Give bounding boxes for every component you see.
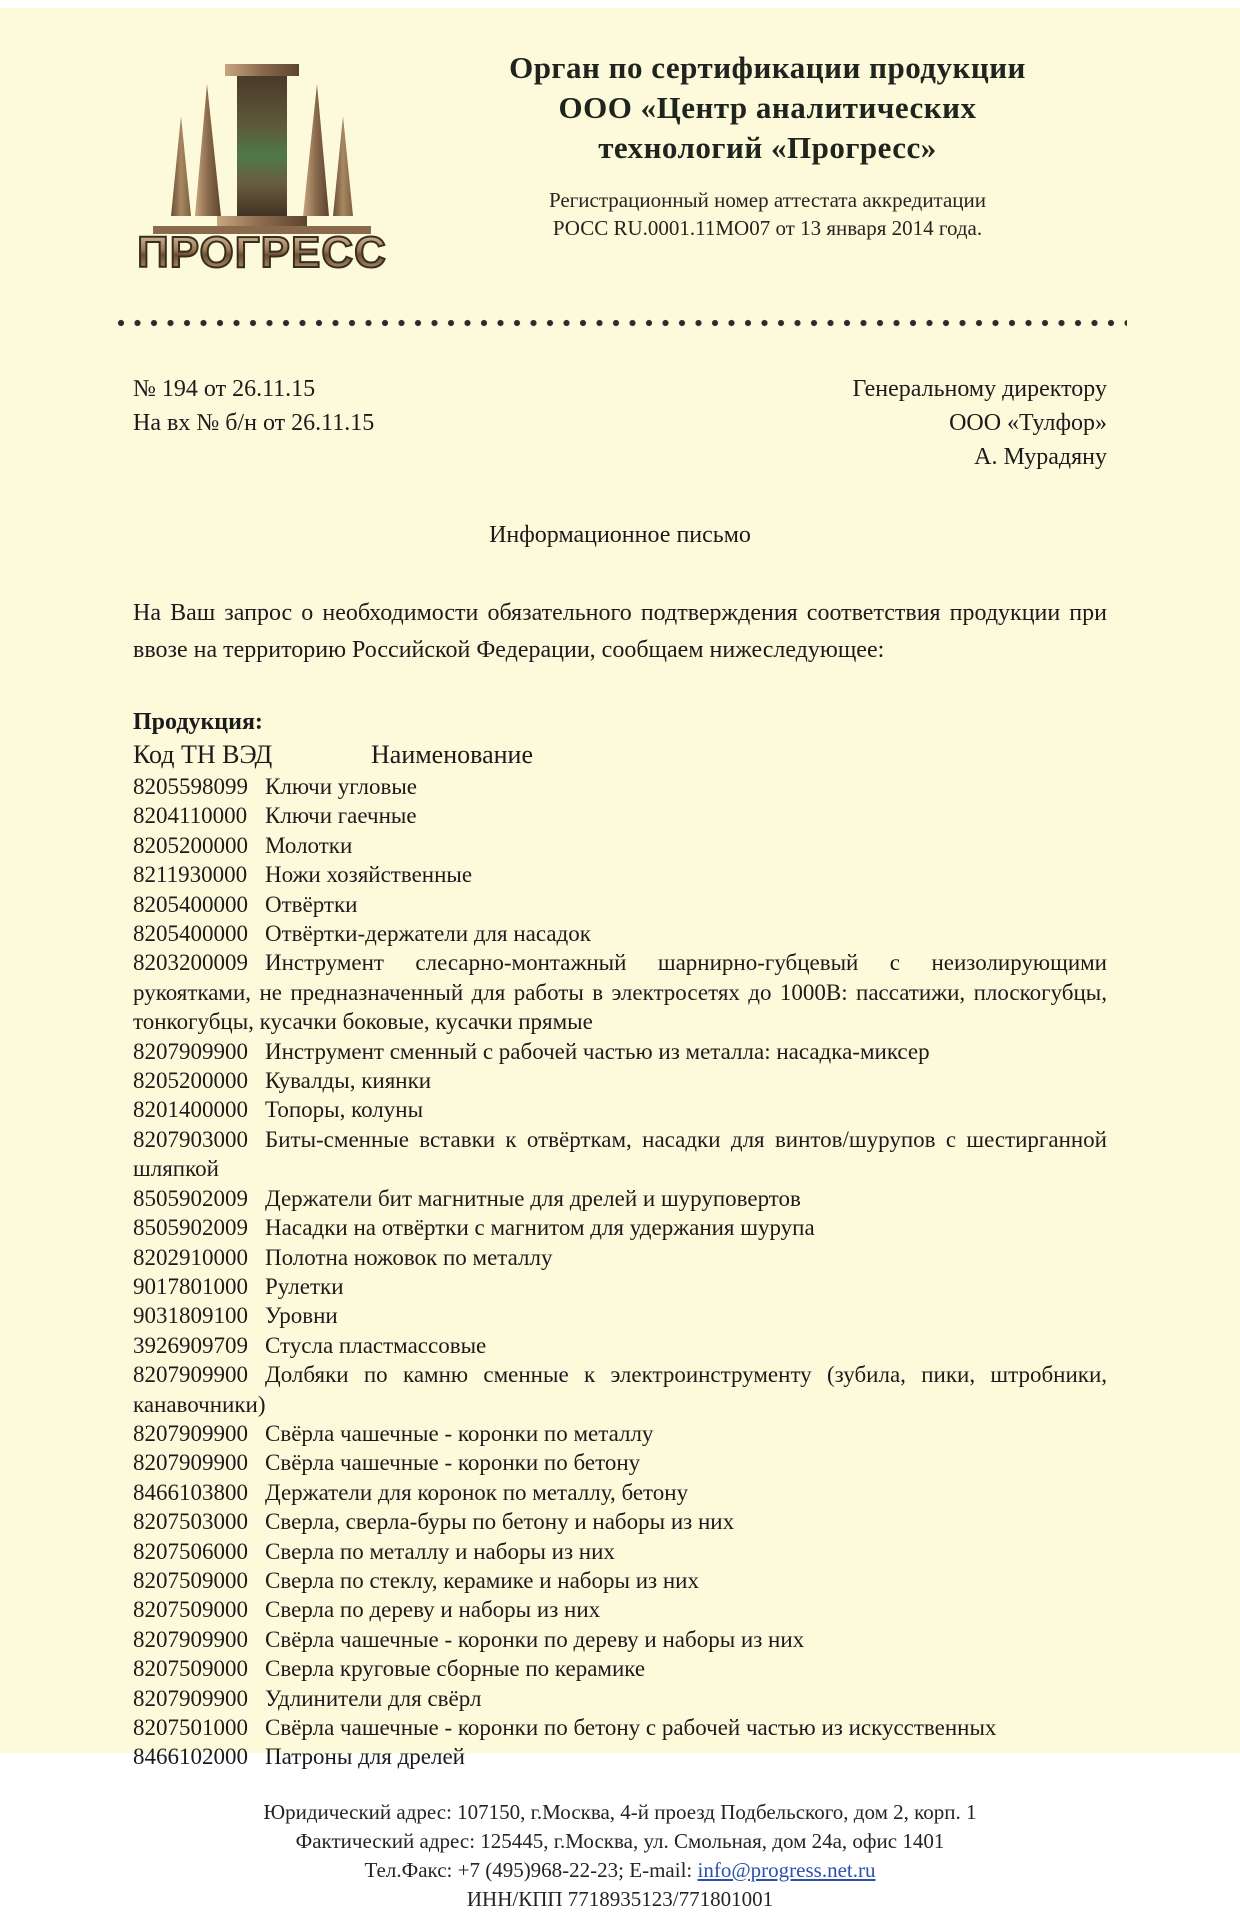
org-title-line1: Орган по сертификации продукции bbox=[509, 50, 1026, 85]
product-name: Полотна ножовок по металлу bbox=[265, 1244, 553, 1270]
product-code: 8207903000 bbox=[133, 1126, 248, 1152]
product-row bbox=[133, 1213, 1107, 1242]
product-code: 8205200000 bbox=[133, 1068, 248, 1094]
product-code: 8207501000 bbox=[133, 1715, 248, 1740]
product-name: Сверла по металлу и наборы из них bbox=[265, 1538, 615, 1564]
product-code: 3926909709 bbox=[133, 1332, 248, 1358]
product-code: 8205200000 bbox=[133, 832, 248, 858]
product-row bbox=[133, 1360, 1107, 1419]
product-row bbox=[133, 801, 1107, 830]
product-name: Сверла по стеклу, керамике и наборы из них bbox=[265, 1567, 699, 1593]
product-name: Кувалды, киянки bbox=[265, 1068, 432, 1094]
product-row bbox=[133, 860, 1107, 889]
product-row bbox=[133, 1537, 1107, 1566]
logo-text: ПРОГРЕСС bbox=[137, 228, 387, 274]
product-row bbox=[133, 919, 1107, 948]
product-name: Молотки bbox=[265, 832, 353, 858]
product-code: 9031809100 bbox=[133, 1303, 248, 1329]
org-title-line2: ООО «Центр аналитических bbox=[558, 90, 977, 125]
product-row bbox=[133, 1331, 1107, 1360]
product-row bbox=[133, 1301, 1107, 1330]
product-code: 8505902009 bbox=[133, 1185, 248, 1211]
product-row bbox=[133, 1272, 1107, 1301]
product-name: Держатели бит магнитные для дрелей и шуруповертов bbox=[265, 1185, 801, 1211]
product-name: Сверла, сверла-буры по бетону и наборы из них bbox=[265, 1509, 735, 1535]
product-name: Насадки на отвёртки с магнитом для удержания шурупа bbox=[265, 1215, 815, 1241]
product-code: 8205400000 bbox=[133, 921, 248, 947]
product-code: 8207909900 bbox=[133, 1450, 248, 1476]
product-code: 8207509000 bbox=[133, 1656, 248, 1682]
product-code: 8207503000 bbox=[133, 1509, 248, 1535]
reference-block bbox=[133, 372, 1107, 474]
product-row bbox=[133, 1125, 1107, 1184]
product-name: Рулетки bbox=[265, 1273, 344, 1299]
product-row bbox=[133, 1448, 1107, 1477]
product-code: 8207909900 bbox=[133, 1685, 248, 1711]
product-name: Ключи гаечные bbox=[265, 803, 417, 829]
outgoing-number: № 194 от 26.11.15 bbox=[133, 376, 316, 402]
product-name: Инструмент сменный с рабочей частью из металла: насадка-миксер bbox=[265, 1038, 930, 1064]
product-name: Отвёртки-держатели для насадок bbox=[265, 921, 591, 947]
product-row bbox=[133, 1184, 1107, 1213]
letter-page bbox=[0, 8, 1240, 1911]
product-name: Ножи хозяйственные bbox=[265, 862, 473, 888]
product-code: 9017801000 bbox=[133, 1273, 248, 1299]
product-row bbox=[133, 1243, 1107, 1272]
product-name: Сверла круговые сборные по керамике bbox=[265, 1656, 646, 1682]
accreditation-line1: Регистрационный номер аттестата аккредитации bbox=[548, 188, 987, 212]
product-row bbox=[133, 772, 1107, 801]
product-name: Ключи угловые bbox=[265, 774, 418, 799]
contacts-line bbox=[133, 1856, 1107, 1885]
product-row bbox=[133, 1654, 1107, 1683]
product-name: Топоры, колуны bbox=[265, 1097, 424, 1123]
org-title bbox=[428, 48, 1107, 168]
product-name: Держатели для коронок по металлу, бетону bbox=[265, 1479, 689, 1505]
products-table-header bbox=[133, 739, 1107, 771]
product-row bbox=[133, 1507, 1107, 1536]
product-code: 8205598099 bbox=[133, 774, 248, 799]
product-name: Свёрла чашечные - коронки по бетону с рабочей частью из искусственных bbox=[265, 1715, 997, 1740]
product-name: Инструмент слесарно-монтажный шарнирно-губцевый с неизолирующими рукоятками, не предназначенный для работы в электросетях до 1000В: пассатижи, плоскогубцы, тонкогубцы, кусачки боковые, кусачки прямые bbox=[133, 950, 1107, 1035]
product-row bbox=[133, 1742, 1107, 1771]
actual-address: Фактический адрес: 125445, г.Москва, ул. Смольная, дом 24а, офис 1401 bbox=[295, 1828, 945, 1853]
product-code: 8207509000 bbox=[133, 1567, 248, 1593]
product-code: 8505902009 bbox=[133, 1215, 248, 1241]
product-row bbox=[133, 1566, 1107, 1595]
product-code: 8466103800 bbox=[133, 1479, 248, 1505]
phone-fax: Тел.Факс: +7 (495)968-22-23; E-mail: bbox=[364, 1857, 698, 1882]
product-code: 8204110000 bbox=[133, 803, 248, 829]
intro-paragraph: На Ваш запрос о необходимости обязательного подтверждения соответствия продукции при ввозе на территорию Российской Федерации, сообщаем нижеследующее: bbox=[133, 600, 1107, 663]
product-code: 8207909900 bbox=[133, 1626, 248, 1652]
monument-logo-icon bbox=[133, 56, 391, 274]
product-code: 8202910000 bbox=[133, 1244, 248, 1270]
email-link[interactable]: info@progress.net.ru bbox=[697, 1857, 876, 1882]
product-row bbox=[133, 1419, 1107, 1448]
product-code: 8207909900 bbox=[133, 1362, 248, 1388]
recipient-person: А. Мурадяну bbox=[974, 444, 1107, 470]
incoming-number: На вх № б/н от 26.11.15 bbox=[133, 410, 375, 436]
products-list bbox=[133, 772, 1107, 1772]
product-code: 8211930000 bbox=[133, 862, 248, 888]
product-row bbox=[133, 1095, 1107, 1124]
product-name: Уровни bbox=[265, 1303, 338, 1329]
dotted-separator bbox=[117, 319, 1127, 328]
product-code: 8207506000 bbox=[133, 1538, 248, 1564]
product-row bbox=[133, 1625, 1107, 1654]
product-name: Стусла пластмассовые bbox=[265, 1332, 487, 1358]
inn-kpp: ИНН/КПП 7718935123/771801001 bbox=[466, 1886, 774, 1911]
product-name: Патроны для дрелей bbox=[265, 1744, 465, 1770]
product-name: Биты-сменные вставки к отвёрткам, насадки для винтов/шурупов с шестирганной шляпкой bbox=[133, 1126, 1107, 1182]
recipient-company: ООО «Тулфор» bbox=[949, 410, 1107, 436]
product-name: Отвёртки bbox=[265, 891, 358, 917]
org-header-block bbox=[398, 48, 1107, 242]
legal-address: Юридический адрес: 107150, г.Москва, 4-й проезд Подбельского, дом 2, корп. 1 bbox=[263, 1799, 977, 1824]
product-name: Долбяки по камню сменные к электроинструменту (зубила, пики, штробники, канавочники) bbox=[133, 1362, 1107, 1417]
product-code: 8205400000 bbox=[133, 891, 248, 917]
product-row bbox=[133, 1684, 1107, 1713]
product-row bbox=[133, 1478, 1107, 1507]
product-name: Свёрла чашечные - коронки по дереву и наборы из них bbox=[265, 1626, 805, 1652]
product-code: 8207509000 bbox=[133, 1597, 248, 1623]
product-code: 8466102000 bbox=[133, 1744, 248, 1770]
product-code: 8203200009 bbox=[133, 950, 248, 976]
org-title-line3: технологий «Прогресс» bbox=[598, 130, 937, 165]
column-header-code: Код ТН ВЭД bbox=[133, 740, 273, 769]
product-row bbox=[133, 831, 1107, 860]
products-label: Продукция: bbox=[133, 709, 263, 735]
product-name: Свёрла чашечные - коронки по металлу bbox=[265, 1420, 654, 1446]
letterhead bbox=[133, 48, 1107, 279]
product-row bbox=[133, 1595, 1107, 1624]
outgoing-reference bbox=[133, 372, 374, 474]
product-name: Сверла по дереву и наборы из них bbox=[265, 1597, 601, 1623]
product-name: Свёрла чашечные - коронки по бетону bbox=[265, 1450, 641, 1476]
recipient-block bbox=[853, 372, 1107, 474]
recipient-title: Генеральному директору bbox=[852, 376, 1107, 402]
accreditation-note bbox=[428, 186, 1107, 242]
product-name: Удлинители для свёрл bbox=[265, 1685, 482, 1711]
product-code: 8201400000 bbox=[133, 1097, 248, 1123]
product-code: 8207909900 bbox=[133, 1420, 248, 1446]
product-code: 8207909900 bbox=[133, 1038, 248, 1064]
accreditation-line2: РОСС RU.0001.11МО07 от 13 января 2014 года. bbox=[552, 216, 983, 240]
progress-logo bbox=[133, 56, 398, 279]
product-row bbox=[133, 1066, 1107, 1095]
column-header-name: Наименование bbox=[371, 740, 533, 769]
product-row bbox=[133, 1037, 1107, 1066]
letter-title: Информационное письмо bbox=[489, 522, 751, 548]
product-row bbox=[133, 890, 1107, 919]
product-row bbox=[133, 948, 1107, 1036]
product-row bbox=[133, 1713, 1107, 1742]
footer-block bbox=[133, 1798, 1107, 1914]
